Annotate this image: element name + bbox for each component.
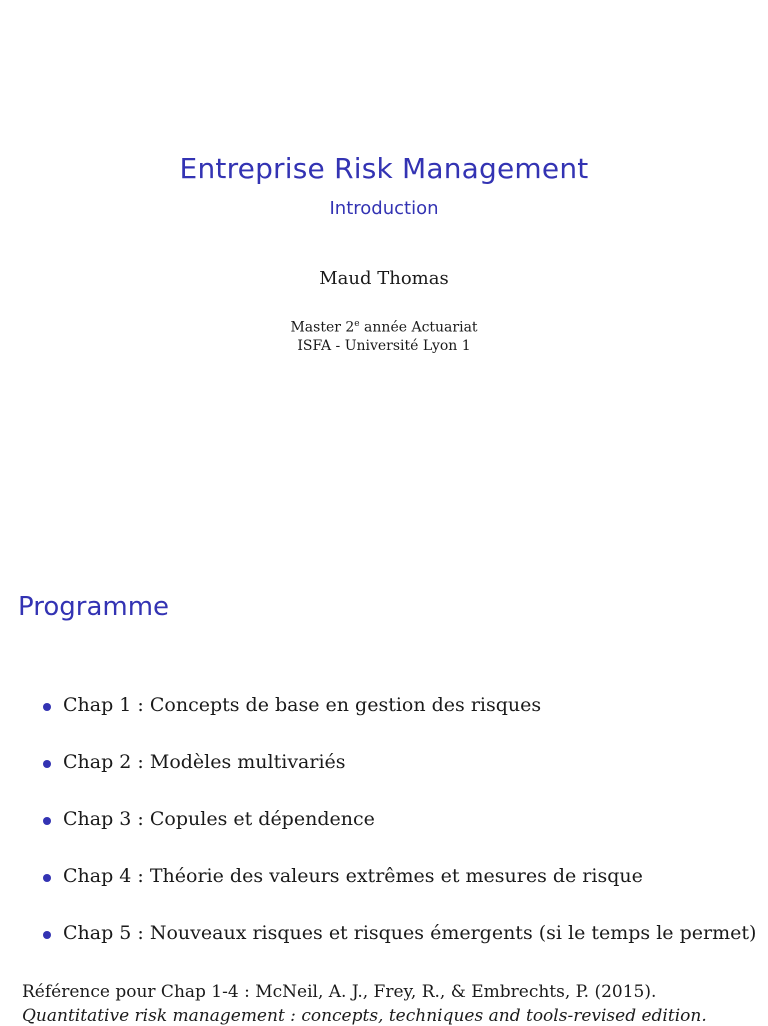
chapter-text: Chap 5 : Nouveaux risques et risques émergents (si le temps le permet): [63, 922, 757, 944]
bullet-icon: [43, 817, 51, 825]
list-item: [40, 922, 760, 979]
bullet-icon: [43, 874, 51, 882]
program-name: année Actuariat: [359, 319, 478, 336]
program-level: Master 2: [290, 319, 355, 336]
presentation-subtitle: Introduction: [329, 198, 439, 219]
chapter-list: [40, 694, 760, 979]
program-slide: [0, 560, 768, 1024]
bullet-icon: [43, 703, 51, 711]
list-item: [40, 694, 760, 751]
institution-line-2: ISFA - Université Lyon 1: [297, 338, 471, 354]
chapter-text: Chap 1 : Concepts de base en gestion des risques: [63, 694, 542, 716]
author-name: Maud Thomas: [319, 268, 449, 289]
chapter-text: Chap 3 : Copules et dépendence: [63, 808, 375, 830]
program-heading: Programme: [18, 592, 170, 622]
chapter-text: Chap 4 : Théorie des valeurs extrêmes et mesures de risque: [63, 865, 643, 887]
bullet-icon: [43, 760, 51, 768]
institution-line-1: [0, 319, 768, 336]
reference-line-2: Quantitative risk management : concepts, techniques and tools-revised edition.: [22, 1006, 707, 1026]
ordinal-superscript: e: [354, 319, 360, 329]
reference-line-1: Référence pour Chap 1-4 : McNeil, A. J., Frey, R., & Embrechts, P. (2015).: [22, 982, 657, 1002]
bullet-icon: [43, 931, 51, 939]
list-item: [40, 865, 760, 922]
chapter-text: Chap 2 : Modèles multivariés: [63, 751, 346, 773]
list-item: [40, 808, 760, 865]
presentation-title: Entreprise Risk Management: [179, 152, 589, 185]
list-item: [40, 751, 760, 808]
